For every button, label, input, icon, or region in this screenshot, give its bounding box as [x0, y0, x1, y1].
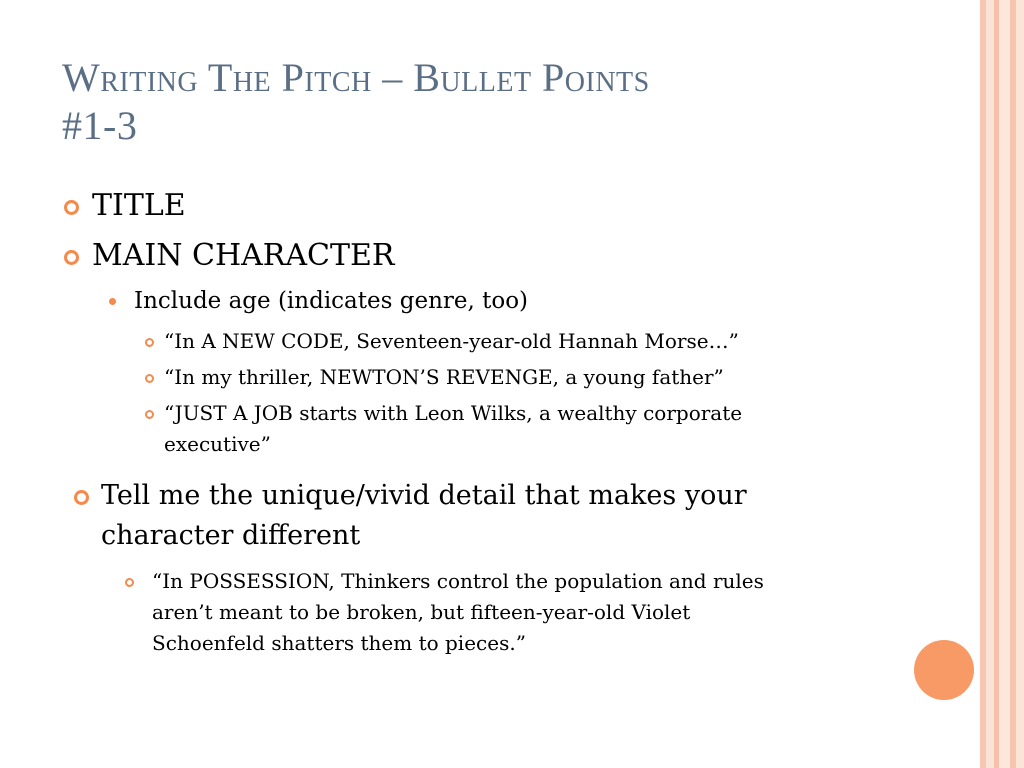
example-newton: “In my thriller, NEWTON’S REVENGE, a young father” — [164, 365, 724, 389]
ring-bullet-icon — [64, 250, 79, 265]
decorative-stripe — [986, 0, 994, 768]
bullet-unique-detail — [101, 476, 747, 556]
bullet-line: character different — [101, 520, 361, 551]
example-just-a-job — [164, 398, 742, 460]
example-line: “JUST A JOB starts with Leon Wilks, a wealthy corporate — [164, 401, 743, 425]
bullet-include-age: Include age (indicates genre, too) — [134, 288, 529, 314]
dot-bullet-icon — [109, 298, 116, 305]
small-ring-bullet-icon — [145, 410, 154, 419]
small-ring-bullet-icon — [125, 578, 134, 587]
example-line: “In POSSESSION, Thinkers control the population and rules — [152, 569, 764, 593]
example-possession — [152, 566, 764, 659]
small-ring-bullet-icon — [145, 338, 154, 347]
slide-title-line: Writing The Pitch – Bullet Points — [62, 55, 650, 100]
bullet-title: TITLE — [92, 188, 186, 223]
ring-bullet-icon — [74, 490, 89, 505]
slide-title — [62, 54, 932, 150]
example-line: aren’t meant to be broken, but fifteen-year-old Violet — [152, 600, 691, 624]
example-line: Schoenfeld shatters them to pieces.” — [152, 631, 526, 655]
slide-title-line: #1-3 — [62, 103, 138, 148]
decorative-stripe — [999, 0, 1010, 768]
bullet-main-character: MAIN CHARACTER — [92, 238, 395, 273]
example-hannah: “In A NEW CODE, Seventeen-year-old Hannah Morse…” — [164, 329, 739, 353]
ring-bullet-icon — [64, 200, 79, 215]
example-line: executive” — [164, 432, 271, 456]
bullet-line: Tell me the unique/vivid detail that makes your — [101, 480, 747, 511]
small-ring-bullet-icon — [145, 374, 154, 383]
decorative-stripe — [1016, 0, 1024, 768]
decorative-circle — [914, 640, 974, 700]
